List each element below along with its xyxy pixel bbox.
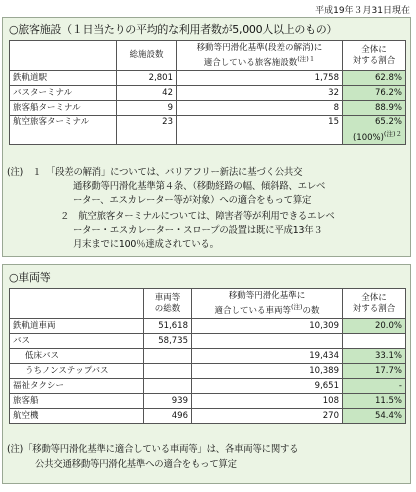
facility-ratio-extra: (100%) (352, 132, 384, 143)
section-heading-passenger-facilities: ○旅客施設（１日当たりの平均的な利用者数が5,000人以上のもの） (9, 23, 338, 36)
vehicle-compliant: 270 (192, 409, 343, 424)
vehicle-name: うちノンステップバス (10, 364, 144, 379)
table-row (10, 349, 406, 364)
note-line: (注)「移動等円滑化基準に適合している車両等」は、各車両等に関する (7, 444, 299, 455)
vehicle-total (144, 349, 192, 364)
vehicle-total (144, 364, 192, 379)
passenger-facilities-panel (2, 17, 411, 257)
header-ratio-line1: 全体に (361, 44, 387, 55)
header-compliant-line1: 移動等円滑化基準に (228, 290, 306, 301)
header-compliant-line2-end: の数 (302, 305, 320, 316)
header-total-vehicles (144, 289, 192, 319)
note-line: ーター、エスカレーター等が対象）への適合をもって算定 (73, 195, 312, 206)
facility-ratio: 62.8% (343, 71, 406, 86)
vehicle-total: 58,735 (144, 334, 192, 349)
as-of-date: 平成19年３月31日現在 (315, 6, 410, 16)
facility-total: 23 (117, 116, 177, 145)
facility-total: 42 (117, 86, 177, 101)
table-header-row (10, 289, 406, 319)
vehicle-name: 航空機 (10, 409, 144, 424)
table-row (10, 71, 406, 86)
vehicle-name: 低床バス (10, 349, 144, 364)
vehicle-total (144, 379, 192, 394)
vehicle-ratio: 54.4% (343, 409, 406, 424)
vehicle-total: 496 (144, 409, 192, 424)
vehicle-compliant: 10,389 (192, 364, 343, 379)
header-compliant-vehicles (192, 289, 343, 319)
facility-compliant: 32 (177, 86, 343, 101)
vehicle-name: 旅客船 (10, 394, 144, 409)
table-row (10, 101, 406, 116)
vehicle-compliant (192, 334, 343, 349)
header-ratio (343, 41, 406, 71)
facility-ratio-note-ref: (注)２ (383, 130, 402, 138)
facility-ratio: 65.2% (374, 117, 402, 127)
table-row (10, 364, 406, 379)
vehicle-total: 51,618 (144, 319, 192, 334)
header-total-facilities: 総施設数 (117, 41, 177, 71)
vehicles-table (9, 288, 406, 424)
note-line: ーター・エスカレーター・スロープの設置は既に平成13年３ (73, 225, 323, 236)
facility-ratio: 88.9% (343, 101, 406, 116)
header-compliant-line2: 適合している旅客施設数 (203, 57, 298, 68)
facility-name: バスターミナル (10, 86, 117, 101)
vehicle-ratio: 33.1% (343, 349, 406, 364)
header-blank (10, 41, 117, 71)
facility-name: 旅客船ターミナル (10, 101, 117, 116)
header-ratio-line2: 対する割合 (352, 303, 396, 314)
header-blank (10, 289, 144, 319)
vehicle-ratio: 20.0% (343, 319, 406, 334)
vehicles-panel (2, 264, 411, 484)
header-ratio-line2: 対する割合 (352, 55, 396, 66)
table-row (10, 319, 406, 334)
facility-name: 航空旅客ターミナル (10, 116, 117, 145)
header-ratio (343, 289, 406, 319)
header-compliant-line1: 移動等円滑化基準(段差の解消)に (196, 42, 323, 53)
vehicle-total: 939 (144, 394, 192, 409)
header-ratio-line1: 全体に (361, 292, 387, 303)
table-row (10, 334, 406, 349)
note-line: 通移動等円滑化基準第４条、（移動経路の幅、傾斜路、エレベ (73, 181, 326, 192)
table-row (10, 394, 406, 409)
vehicle-ratio: - (343, 379, 406, 394)
note-line: ２ 航空旅客ターミナルについては、障害者等が利用できるエレベ (60, 211, 335, 222)
note-line: 月末までに100％達成されている。 (73, 239, 219, 250)
header-compliant-facilities (177, 41, 343, 71)
header-total-line1: 車両等 (154, 292, 181, 303)
vehicle-name: バス (10, 334, 144, 349)
header-compliant-note-ref: (注)１ (297, 54, 316, 63)
note-line: 公共交通移動等円滑化基準への適合をもって算定 (35, 459, 237, 470)
facility-ratio-cell (343, 116, 406, 145)
facility-ratio: 76.2% (343, 86, 406, 101)
table-row (10, 116, 406, 145)
table-row (10, 409, 406, 424)
table-row (10, 379, 406, 394)
vehicle-compliant: 9,651 (192, 379, 343, 394)
table-header-row (10, 41, 406, 71)
vehicle-ratio (343, 334, 406, 349)
vehicle-name: 福祉タクシー (10, 379, 144, 394)
header-total-line2: の総数 (154, 303, 181, 314)
vehicle-compliant: 19,434 (192, 349, 343, 364)
vehicle-compliant: 10,309 (192, 319, 343, 334)
facility-total: 9 (117, 101, 177, 116)
passenger-facilities-table (9, 40, 406, 145)
facility-compliant: 15 (177, 116, 343, 145)
vehicle-compliant: 108 (192, 394, 343, 409)
vehicle-name: 鉄軌道車両 (10, 319, 144, 334)
facility-compliant: 8 (177, 101, 343, 116)
facility-total: 2,801 (117, 71, 177, 86)
table-row (10, 86, 406, 101)
note-line: (注) １ 「段差の解消」については、バリアフリー新法に基づく公共交 (7, 167, 303, 178)
header-compliant-note-ref: (注) (290, 302, 303, 311)
header-compliant-line2: 適合している車両等 (214, 305, 291, 316)
vehicle-ratio: 11.5% (343, 394, 406, 409)
vehicle-ratio: 17.7% (343, 364, 406, 379)
facility-name: 鉄軌道駅 (10, 71, 117, 86)
facility-compliant: 1,758 (177, 71, 343, 86)
section-heading-vehicles: ○車両等 (9, 271, 51, 284)
